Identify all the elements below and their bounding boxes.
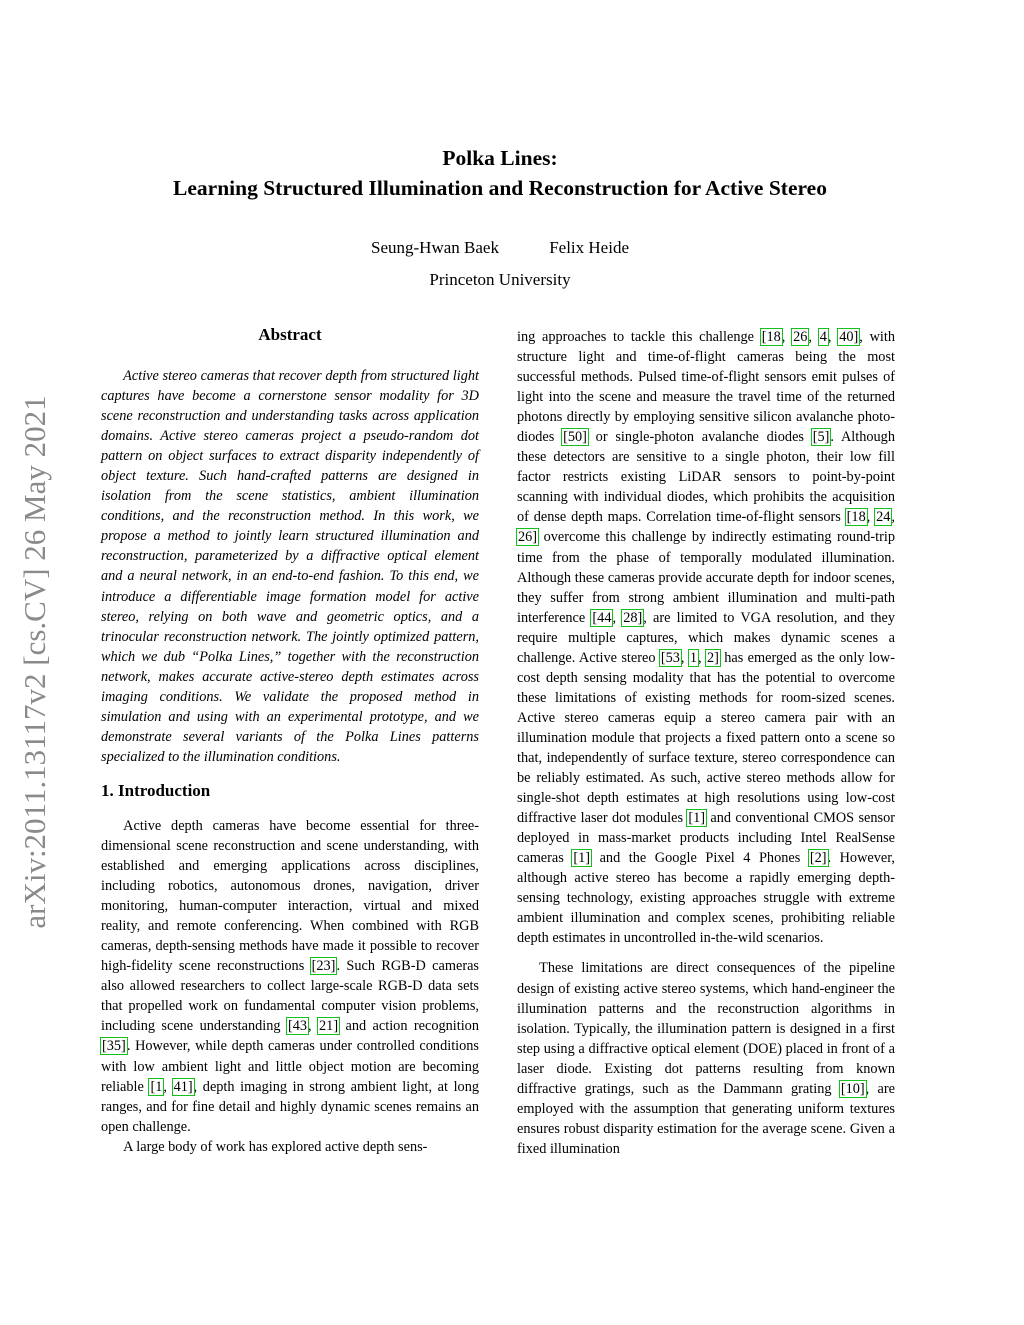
intro-paragraph: Active depth cameras have become essential for three-dimensional scene reconstruction and scene understanding, with established and emerging applications across disciplines, including robotics, autonomous drones, navigation, driver monitoring, human-computer interaction, virtual and mixed reality, and remote conferencing. When combined with RGB cameras, depth-sensing methods have made it possible to recover high-fidelity scene reconstructions [23]. Such RGB-D cameras also allowed researchers to collect large-scale RGB-D data sets that propelled work on fundamental computer vision problems, including scene understanding [43, 21] and action recognition [35]. However, while depth cameras under controlled conditions with low ambient light and little object motion are becoming reliable [1, 41], depth imaging in strong ambient light, at long ranges, and for fine detail and highly dynamic scenes remains an open challenge. [101,817,480,1135]
citation-link[interactable]: 1 [689,649,698,666]
citation-link[interactable]: [35] [102,1038,126,1055]
paper-title [0,143,1000,203]
abstract-heading: Abstract [258,325,322,344]
left-column [101,322,479,1157]
citation-link[interactable]: [1 [150,1078,163,1095]
citation-link[interactable]: [44 [592,609,612,626]
citation-link[interactable]: [10] [840,1080,865,1097]
section-heading: 1. Introduction [101,780,211,800]
citation-link[interactable]: 41] [173,1078,193,1095]
citation-link[interactable]: 28] [623,609,643,626]
author-name: Felix Heide [549,238,629,257]
citation-link[interactable]: [18 [846,509,866,526]
citation-link[interactable]: [43 [287,1018,308,1035]
citation-link[interactable]: [18 [761,329,781,345]
citation-link[interactable]: 21] [319,1018,339,1035]
citation-link[interactable]: [1] [573,850,591,867]
citation-link[interactable]: 26 [793,329,808,345]
arxiv-identifier: arXiv:2011.13117v2 [cs.CV] 26 May 2021 [17,395,52,929]
right-column [517,327,895,1159]
citation-link[interactable]: [5] [812,429,830,446]
citation-link[interactable]: [2] [809,850,827,867]
citation-link[interactable]: [53 [660,649,680,666]
citation-link[interactable]: 2] [706,649,719,666]
title-line-1: Polka Lines: [442,146,558,170]
citation-link[interactable]: [1] [688,810,706,827]
citation-link[interactable]: 4 [819,329,827,345]
author-name: Seung-Hwan Baek [371,238,499,257]
citation-link[interactable]: 40] [839,329,859,345]
body-paragraph: ing approaches to tackle this challenge [18, 26, 4, 40], with structure light and time-of-flight cameras being the most successful methods. Pulsed time-of-flight sensors emit pulses of light into the scene and measure the travel time of the returned photons directly by employing sensitive silicon avalanche photo-diodes [50] or single-photon avalanche diodes [5]. Although these detectors are sensitive to a single photon, their low fill factor restricts existing LiDAR sensors to point-by-point scanning with individual diodes, which prohibits the acquisition of dense depth maps. Correlation time-of-flight sensors [18, 24, 26] overcome this challenge by indirectly estimating round-trip time from the phase of temporally modulated illumination. Although these cameras provide accurate depth for indoor scenes, they suffer from strong ambient illumination and multi-path interference [44, 28], are limited to VGA resolution, and they require multiple captures, which makes dynamic scenes a challenge. Active stereo [53, 1, 2] has emerged as the only low-cost depth sensing modality that has the potential to overcome these limitations of existing methods for room-sized scenes. Active stereo cameras equip a stereo camera pair with an illumination module that projects a fixed pattern onto a scene so that, independently of surface texture, stereo correspondence can be reliably estimated. As such, active stereo methods allow for single-shot depth estimates at high resolutions using low-cost diffractive laser dot modules [1] and conventional CMOS sensor deployed in mass-market products including Intel RealSense cameras [1] and the Google Pixel 4 Phones [2]. However, although active stereo has become a rapidly emerging depth-sensing technology, existing approaches struggle with extreme ambient illumination and complex scenes, prohibiting reliable depth estimates in uncontrolled in-the-wild scenarios. [517,329,896,947]
abstract-text: Active stereo cameras that recover depth from structured light captures have become a cornerstone sensor modality for 3D scene reconstruction and understanding tasks across application domains. Active stereo cameras project a pseudo-random dot pattern on object surfaces to extract disparity independently of object texture. Such hand-crafted patterns are designed in isolation from the scene statistics, ambient illumination conditions, and the reconstruction method. In this work, we propose a method to jointly learn structured illumination and reconstruction, parameterized by a diffractive optical element and a neural network, in an end-to-end fashion. To this end, we introduce a differentiable image formation model for active stereo, relying on both wave and geometric optics, and a trinocular reconstruction network. The jointly optimized pattern, which we dub “Polka Lines,” together with the reconstruction network, makes accurate active-stereo depth estimates across imaging conditions. We validate the proposed method in simulation and using with an experimental prototype, and we demonstrate several variants of the Polka Lines patterns specialized to the illumination conditions. [101,368,479,765]
citation-link[interactable]: 24 [876,509,891,526]
intro-paragraph: A large body of work has explored active depth sens- [123,1138,428,1155]
citation-link[interactable]: [50] [563,429,587,446]
affiliation: Princeton University [429,270,571,289]
citation-link[interactable]: 26] [518,529,538,546]
body-paragraph: These limitations are direct consequences of the pipeline design of existing active stereo systems, which hand-engineer the illumination patterns and the reconstruction algorithms in isolation. Typically, the illumination pattern is designed in a first step using a diffractive optical element (DOE) placed in front of a laser diode. Existing dot patterns resulting from known diffractive gratings, such as the Dammann grating [10], are employed with the assumption that generating uniform textures ensures robust disparity estimation for the average scene. Given a fixed illumination [517,960,895,1157]
citation-link[interactable]: [23] [311,958,336,975]
author-list [0,236,1000,260]
title-line-2: Learning Structured Illumination and Reconstruction for Active Stereo [173,176,827,200]
